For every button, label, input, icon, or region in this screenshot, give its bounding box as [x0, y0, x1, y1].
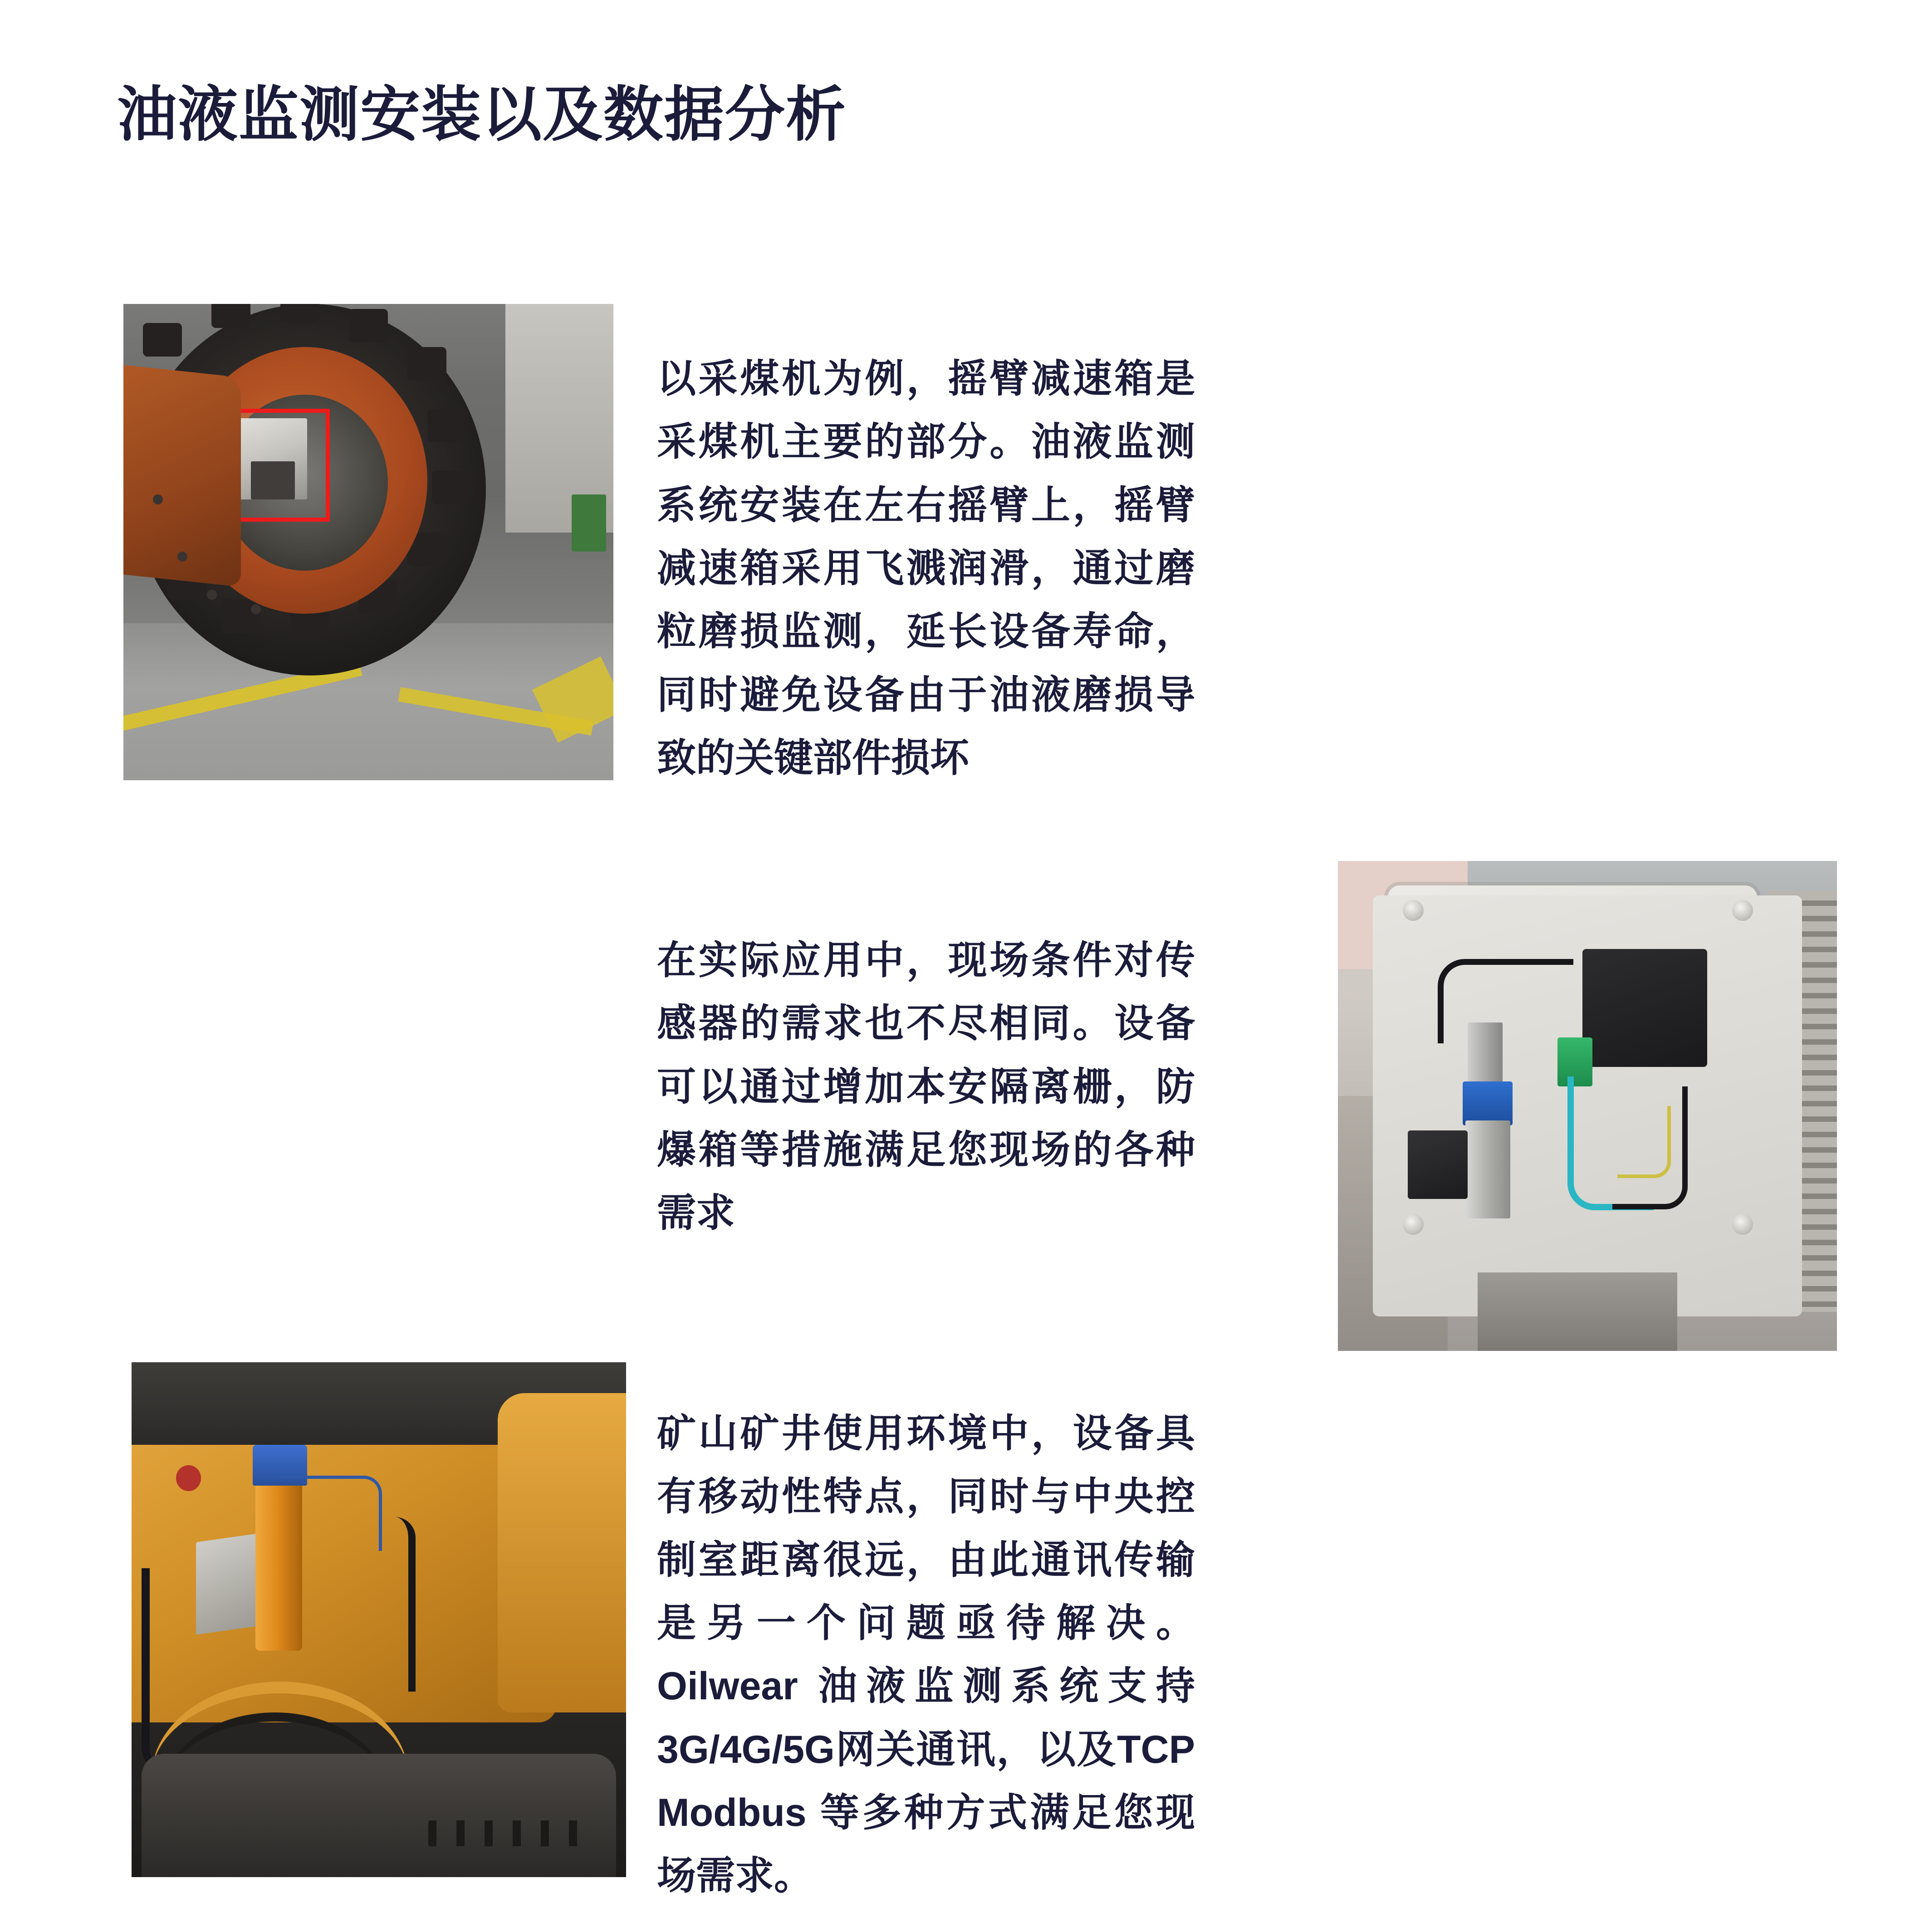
photo-explosion-proof-box [1338, 861, 1837, 1351]
photo1-bolt [153, 494, 163, 504]
photo3-machine-panel [498, 1393, 626, 1712]
photo-shearer-gearbox-content [123, 304, 613, 780]
photo3-bolt-row [428, 1820, 597, 1846]
photo-hydraulic-bay-content [132, 1362, 626, 1877]
photo2-pump [1408, 1130, 1468, 1199]
photo1-bolt [177, 552, 187, 562]
photo2-mount-post [1478, 1272, 1677, 1351]
photo1-drum-tooth [427, 409, 466, 442]
photo2-oil-sensor [1463, 1081, 1513, 1125]
photo1-bolt [207, 590, 217, 600]
photo2-sensor-body [1465, 1120, 1510, 1218]
photo1-annotation-box [229, 409, 330, 522]
photo-shearer-gearbox [123, 304, 613, 780]
photo2-cable [1438, 959, 1573, 1043]
photo1-green-object [572, 494, 606, 552]
photo2-corner-screw [1732, 1214, 1753, 1235]
photo1-drum-tooth [407, 347, 446, 381]
photo2-sensor-fitting [1468, 1022, 1503, 1086]
photo-explosion-proof-box-content [1338, 861, 1837, 1351]
photo1-drum-tooth [280, 304, 319, 323]
photo3-red-cap [176, 1465, 201, 1491]
photo3-hose [300, 1517, 416, 1692]
photo-hydraulic-bay [132, 1362, 626, 1877]
photo1-bolt [251, 604, 261, 614]
photo1-drum-tooth [211, 304, 250, 328]
paragraph-enclosure: 在实际应用中，现场条件对传感器的需求也不尽相同。设备可以通过增加本安隔离栅，防爆箱等措施满足您现场的各种需求 [657, 939, 1195, 1235]
photo1-drum-tooth [432, 471, 471, 504]
paragraph-shearer: 以采煤机为例，摇臂减速箱是采煤机主要的部分。油液监测系统安装在左右摇臂上，摇臂减速箱采用飞溅润滑，通过磨粒磨损监测，延长设备寿命，同时避免设备由于油液磨损导致的关键部件损坏 [657, 357, 1195, 780]
photo2-control-module [1582, 949, 1707, 1066]
photo2-corner-screw [1403, 1214, 1424, 1235]
photo1-drum-tooth [143, 323, 182, 357]
photo3-engine-block [142, 1754, 616, 1877]
paragraph-mine-communication: 矿山矿井使用环境中，设备具有移动性特点，同时与中央控制室距离很远，由此通讯传输是另一个问题亟待解决。Oilwear 油液监测系统支持3G/4G/5G网关通讯，以及TCP Modbus 等多种方式满足您现场需求。 [657, 1412, 1195, 1898]
page-title: 油液监测安装以及数据分析 [117, 81, 847, 148]
photo1-drum-tooth [349, 309, 388, 342]
photo2-wire [1617, 1106, 1671, 1178]
